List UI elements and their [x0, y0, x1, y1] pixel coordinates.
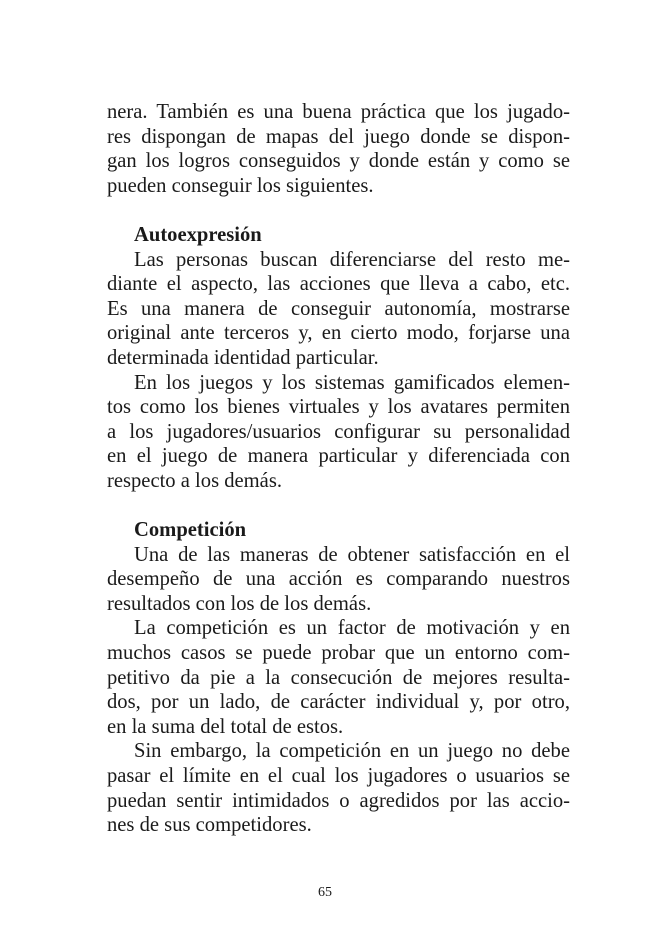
paragraph [107, 371, 570, 494]
text-line: nera. También es una buena práctica que los jugado- [107, 101, 570, 123]
text-line: a los jugadores/usuarios configurar su personalidad [107, 420, 570, 443]
paragraph [107, 248, 570, 371]
text-line: diante el aspecto, las acciones que lleva a cabo, etc. [107, 273, 570, 296]
text-line: Las personas buscan diferenciarse del resto me- [134, 248, 570, 271]
continued-paragraph [107, 100, 570, 198]
text-line: nes de sus competidores. [107, 814, 312, 837]
text-line: respecto a los demás. [107, 469, 282, 492]
text-line: tos como los bienes virtuales y los avatares permiten [107, 396, 570, 419]
text-line: Sin embargo, la competición en un juego no debe [134, 740, 570, 763]
section-heading-autoexpresion: Autoexpresión [134, 223, 262, 246]
text-line: Es una manera de conseguir autonomía, mostrarse [107, 297, 570, 320]
text-line: gan los logros conseguidos y donde están y como se [107, 150, 570, 173]
text-line: muchos casos se puede probar que un entorno com- [107, 642, 570, 665]
section-heading-competicion: Competición [134, 519, 247, 542]
text-line: dos, por un lado, de carácter individual y, por otro, [107, 691, 570, 714]
text-line: desempeño de una acción es comparando nuestros [107, 568, 570, 591]
text-line: resultados con los de los demás. [107, 592, 372, 615]
text-line: La competición es un factor de motivación y en [134, 617, 570, 640]
text-line: original ante terceros y, en cierto modo, forjarse una [107, 322, 570, 345]
page-number: 65 [318, 885, 332, 900]
text-line: petitivo da pie a la consecución de mejores resulta- [107, 666, 570, 689]
text-line: En los juegos y los sistemas gamificados elemen- [134, 371, 570, 394]
book-page-body [107, 100, 570, 838]
section-spacer [107, 494, 570, 519]
text-line: en la suma del total de estos. [107, 715, 344, 738]
text-line: puedan sentir intimidados o agredidos por las accio- [107, 789, 570, 812]
section-competicion [107, 518, 570, 838]
paragraph [107, 616, 570, 739]
section-autoexpresion [107, 223, 570, 494]
text-line: pueden conseguir los siguientes. [107, 174, 374, 197]
text-line: Una de las maneras de obtener satisfacción en el [134, 543, 570, 566]
text-line: en el juego de manera particular y diferenciada con [107, 445, 570, 468]
text-line: pasar el límite en el cual los jugadores o usuarios se [107, 765, 570, 788]
text-line: determinada identidad particular. [107, 346, 379, 369]
paragraph [107, 543, 570, 617]
paragraph [107, 739, 570, 837]
text-line: res dispongan de mapas del juego donde se dispon- [107, 125, 570, 148]
section-spacer [107, 198, 570, 223]
